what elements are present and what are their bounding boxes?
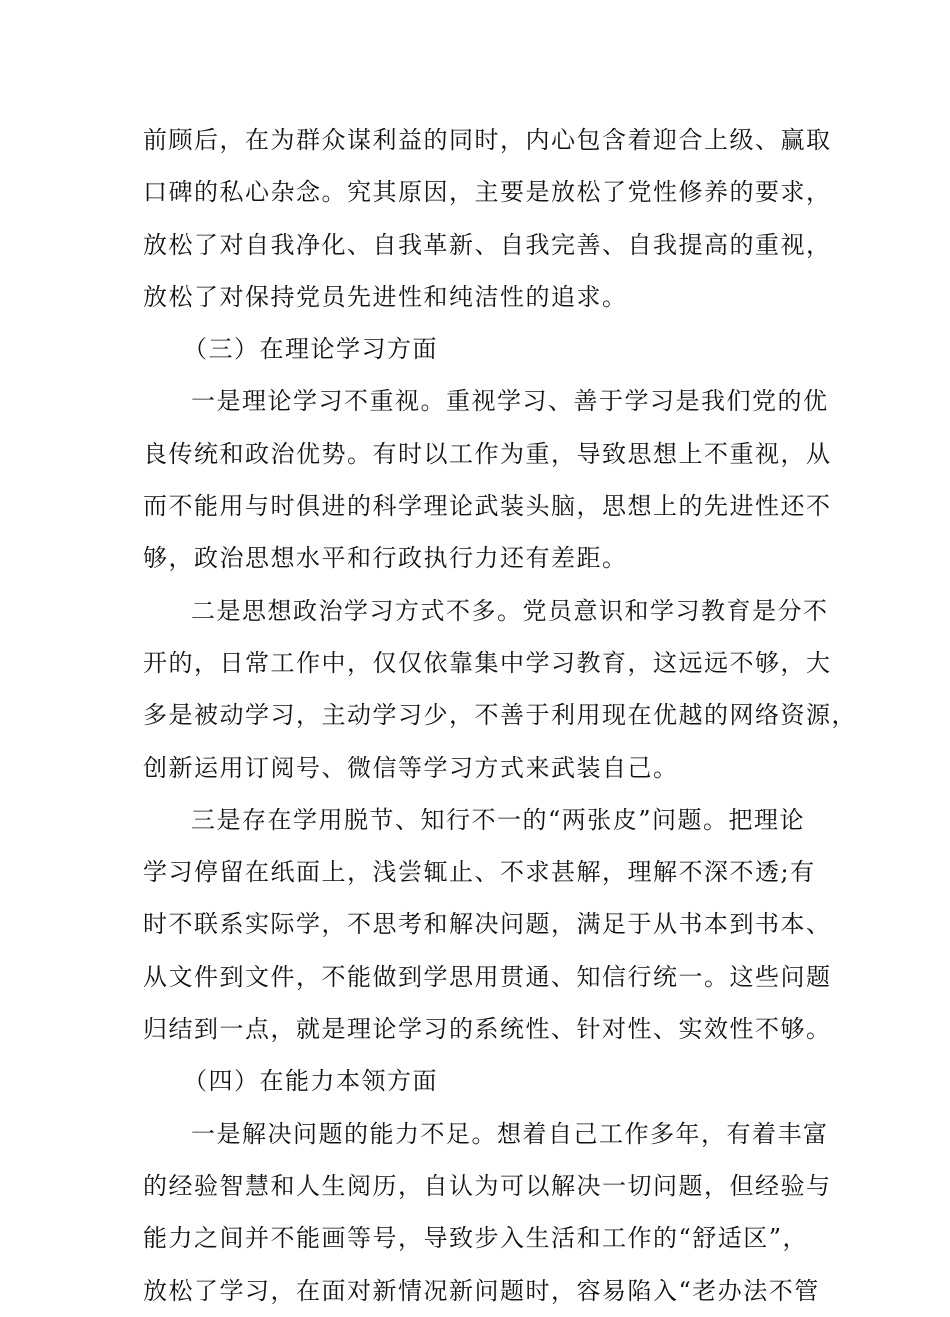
text-line: 学习停留在纸面上，浅尝辄止、不求甚解，理解不深不透;有 (143, 858, 816, 887)
section-heading: （四）在能力本领方面 (183, 1067, 438, 1096)
text-line: 的经验智慧和人生阅历，自认为可以解决一切问题，但经验与 (143, 1171, 832, 1200)
text-line: 放松了对自我净化、自我革新、自我完善、自我提高的重视， (143, 230, 832, 259)
paragraph-start-line: 一是解决问题的能力不足。想着自己工作多年，有着丰富 (191, 1119, 829, 1148)
text-line: 归结到一点，就是理论学习的系统性、针对性、实效性不够。 (143, 1015, 832, 1044)
text-line: 从文件到文件，不能做到学思用贯通、知信行统一。这些问题 (143, 962, 832, 991)
text-line: 创新运用订阅号、微信等学习方式来武装自己。 (143, 753, 679, 782)
paragraph-start-line: 二是思想政治学习方式不多。党员意识和学习教育是分不 (191, 596, 829, 625)
section-heading: （三）在理论学习方面 (183, 335, 438, 364)
text-line: 多是被动学习，主动学习少，不善于利用现在优越的网络资源， (143, 701, 857, 730)
text-line: 口碑的私心杂念。究其原因，主要是放松了党性修养的要求， (143, 178, 832, 207)
paragraph-start-line: 三是存在学用脱节、知行不一的“两张皮”问题。把理论 (191, 805, 806, 834)
text-line: 良传统和政治优势。有时以工作为重，导致思想上不重视，从 (143, 439, 832, 468)
document-body (143, 114, 857, 1317)
text-line: 放松了对保持党员先进性和纯洁性的追求。 (143, 282, 628, 311)
text-line: 而不能用与时俱进的科学理论武装头脑，思想上的先进性还不 (143, 492, 832, 521)
text-line: 放松了学习，在面对新情况新问题时，容易陷入“老办法不管 (143, 1276, 820, 1305)
text-line: 够，政治思想水平和行政执行力还有差距。 (143, 544, 628, 573)
text-line: 开的，日常工作中，仅仅依靠集中学习教育，这远远不够，大 (143, 648, 832, 677)
paragraph-start-line: 一是理论学习不重视。重视学习、善于学习是我们党的优 (191, 387, 829, 416)
text-line: 前顾后，在为群众谋利益的同时，内心包含着迎合上级、赢取 (143, 126, 832, 154)
text-line: 时不联系实际学，不思考和解决问题，满足于从书本到书本、 (143, 910, 832, 939)
text-line: 能力之间并不能画等号，导致步入生活和工作的“舒适区”， (143, 1224, 809, 1253)
